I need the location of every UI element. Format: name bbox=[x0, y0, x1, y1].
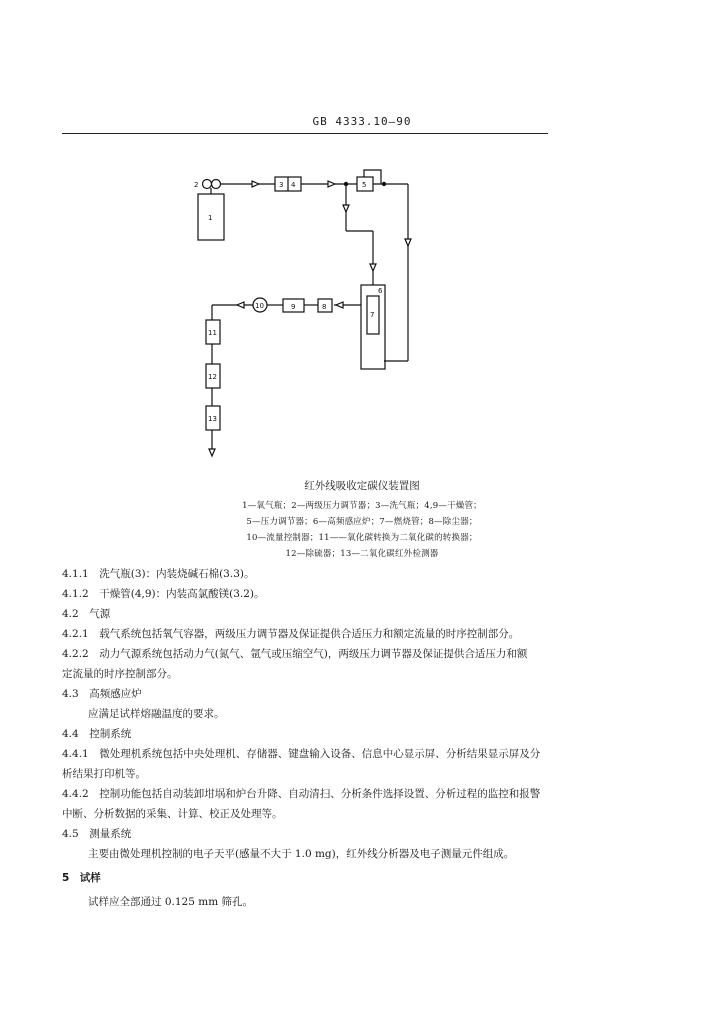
document-id: GB 4333.10—90 bbox=[312, 115, 412, 128]
section-5-text: 试样应全部通过 0.125 mm 筛孔。 bbox=[88, 896, 253, 908]
figure-legend-line: 12—除硫器；13—二氧化碳红外检测器 bbox=[285, 549, 439, 559]
clause-4-2-2: 4.2.2 动力气源系统包括动力气(氮气、氩气或压缩空气)，两级压力调节器及保证提供合适压力和额 bbox=[62, 648, 528, 660]
heading-4-5: 4.5 测量系统 bbox=[62, 828, 132, 840]
figure-legend-line: 1—氧气瓶；2—两级压力调节器；3—洗气瓶；4,9—干燥管； bbox=[242, 501, 482, 511]
label-4: 4 bbox=[291, 181, 296, 189]
heading-4-2: 4.2 气源 bbox=[62, 608, 111, 620]
clause-4-5-text: 主要由微处理机控制的电子天平(感量不大于 1.0 mg)，红外线分析器及电子测量元件组成。 bbox=[88, 848, 515, 860]
heading-4-3: 4.3 高频感应炉 bbox=[62, 688, 142, 700]
label-6: 6 bbox=[378, 287, 383, 295]
pressure-regulator-2 bbox=[203, 180, 212, 189]
label-2: 2 bbox=[194, 181, 199, 189]
clause-4-4-1-cont: 析结果打印机等。 bbox=[62, 768, 146, 780]
label-1: 1 bbox=[208, 214, 213, 222]
figure-legend-line: 10—流量控制器；11——氧化碳转换为二氧化碳的转换器； bbox=[246, 533, 478, 543]
induction-furnace-6 bbox=[361, 285, 385, 369]
label-13: 13 bbox=[208, 415, 217, 423]
clause-4-4-2: 4.4.2 控制功能包括自动装卸坩埚和炉台升降、自动清扫、分析条件选择设置、分析过程的监控和报警 bbox=[62, 788, 541, 800]
figure-legend-line: 5—压力调节器；6—高频感应炉；7—燃烧管；8—除尘器； bbox=[246, 517, 478, 527]
clause-4-2-1: 4.2.1 载气系统包括氧气容器，两级压力调节器及保证提供合适压力和额定流量的时序控制部分。 bbox=[62, 628, 520, 640]
label-10: 10 bbox=[255, 302, 264, 310]
clause-4-2-2-cont: 定流量的时序控制部分。 bbox=[62, 668, 178, 680]
apparatus-diagram bbox=[0, 0, 724, 470]
label-3: 3 bbox=[279, 181, 284, 189]
clause-4-1-2: 4.1.2 干燥管(4,9)：内装高氯酸镁(3.2)。 bbox=[62, 588, 265, 600]
label-12: 12 bbox=[208, 373, 217, 381]
clause-4-1-1: 4.1.1 洗气瓶(3)：内装烧碱石棉(3.3)。 bbox=[62, 568, 255, 580]
heading-4-4: 4.4 控制系统 bbox=[62, 728, 132, 740]
clause-4-4-1: 4.4.1 微处理机系统包括中央处理机、存储器、键盘输入设备、信息中心显示屏、分析结果显示屏及分 bbox=[62, 748, 541, 760]
label-5: 5 bbox=[362, 181, 367, 189]
label-9: 9 bbox=[291, 303, 296, 311]
figure-title: 红外线吸收定碳仪装置图 bbox=[304, 480, 420, 492]
label-11: 11 bbox=[208, 329, 217, 337]
label-8: 8 bbox=[322, 303, 327, 311]
label-7: 7 bbox=[370, 311, 375, 319]
section-5-heading: 5 试样 bbox=[62, 872, 101, 884]
clause-4-3-text: 应满足试样熔融温度的要求。 bbox=[88, 708, 225, 720]
clause-4-4-2-cont: 中断、分析数据的采集、计算、校正及处理等。 bbox=[62, 808, 283, 820]
